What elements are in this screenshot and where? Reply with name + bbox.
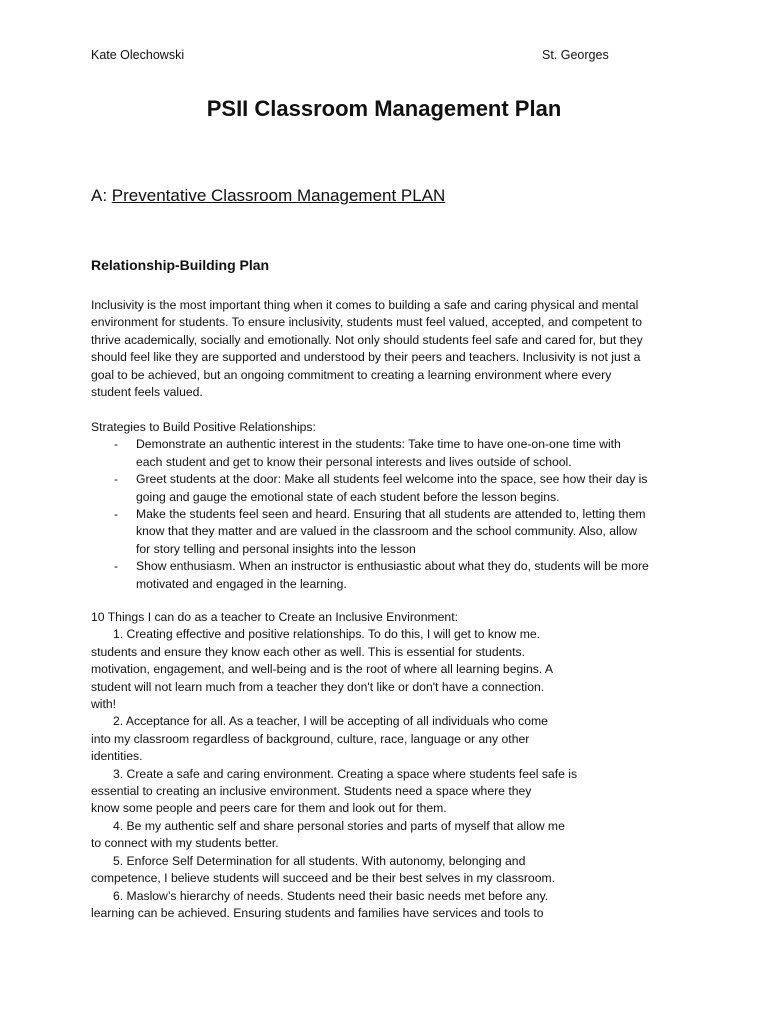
ten-things-label: 10 Things I can do as a teacher to Create an Inclusive Environment:	[91, 610, 458, 624]
section-a-prefix: A:	[91, 186, 112, 205]
numbered-item-first-line: 4. Be my authentic self and share personal stories and parts of myself that allow me	[113, 818, 565, 833]
numbered-item-first-line: 6. Maslow’s hierarchy of needs. Students need their basic needs met before any.	[113, 888, 549, 903]
numbered-item-first-line: 5. Enforce Self Determination for all students. With autonomy, belonging and	[113, 853, 526, 868]
intro-line: Inclusivity is the most important thing when it comes to building a safe and caring physical and mental	[91, 298, 639, 312]
numbered-item-first-line: 2. Acceptance for all. As a teacher, I will be accepting of all individuals who come	[113, 714, 548, 729]
intro-paragraph	[91, 297, 691, 401]
numbered-item-line: to connect with my students better.	[91, 836, 279, 851]
list-item-line: motivated and engaged in the learning.	[136, 576, 347, 591]
numbered-item-line: know some people and peers care for them and look out for them.	[91, 801, 447, 816]
strategies-list	[91, 436, 691, 593]
list-item	[91, 558, 691, 593]
numbered-item-line: essential to creating an inclusive environment. Students need a space where they	[91, 784, 532, 799]
intro-line: goal to be achieved, but an ongoing commitment to creating a learning environment where every	[91, 367, 612, 382]
numbered-item-line: students and ensure they know each other as well. This is essential for students.	[91, 644, 526, 659]
list-item-line: - Greet students at the door: Make all students feel welcome into the space, see how their day is	[136, 472, 648, 487]
intro-line: should feel like they are supported and understood by their peers and teachers. Inclusivity is not just a	[91, 350, 641, 365]
numbered-item-line: competence, I believe students will succeed and be their best selves in my classroom.	[91, 871, 556, 886]
list-item-line: for story telling and personal insights into the lesson	[136, 541, 416, 556]
numbered-item-line: with!	[91, 697, 117, 712]
numbered-item-first-line: 1. Creating effective and positive relationships. To do this, I will get to know me.	[113, 627, 541, 642]
intro-line: student feels valued.	[91, 385, 203, 400]
school-name: St. Georges	[542, 48, 609, 62]
author-name: Kate Olechowski	[91, 48, 185, 62]
section-a-title: Preventative Classroom Management PLAN	[111, 186, 446, 205]
strategies-label: Strategies to Build Positive Relationships:	[91, 420, 316, 434]
list-item-line: each student and get to know their personal interests and lives outside of school.	[136, 454, 572, 469]
relationship-heading: Relationship-Building Plan	[91, 257, 270, 273]
ten-things-section	[91, 609, 691, 922]
list-item	[91, 471, 691, 506]
intro-line: thrive academically, socially and emotionally. Not only should students feel safe and cared for, but they	[91, 332, 643, 347]
numbered-item-first-line: 3. Create a safe and caring environment. Creating a space where students feel safe is	[113, 766, 578, 781]
numbered-item-line: motivation, engagement, and well-being and is the root of where all learning begins. A	[91, 662, 554, 677]
list-item	[91, 506, 691, 558]
intro-line: environment for students. To ensure inclusivity, students must feel valued, accepted, and competent to	[91, 315, 642, 330]
page-title: PSII Classroom Management Plan	[206, 96, 562, 121]
list-item-line: - Make the students feel seen and heard. Ensuring that all students are attended to, letting them	[136, 507, 646, 522]
numbered-item-line: into my classroom regardless of background, culture, race, language or any other	[91, 731, 530, 746]
list-item	[91, 436, 691, 471]
list-item-line: - Show enthusiasm. When an instructor is enthusiastic about what they do, students will be more	[136, 559, 649, 574]
list-item-line: - Demonstrate an authentic interest in the students: Take time to have one-on-one time with	[136, 437, 621, 452]
numbered-item-line: learning can be achieved. Ensuring students and families have services and tools to	[91, 905, 544, 920]
section-a-heading	[91, 186, 445, 206]
strategies-section	[91, 419, 691, 593]
numbered-item-line: identities.	[91, 749, 143, 764]
list-item-line: going and gauge the emotional state of each student before the lesson begins.	[136, 489, 560, 504]
numbered-item-line: student will not learn much from a teacher they don't like or don't have a connection.	[91, 679, 545, 694]
list-item-line: know that they matter and are valued in the classroom and the school community. Also, allow	[136, 524, 638, 539]
